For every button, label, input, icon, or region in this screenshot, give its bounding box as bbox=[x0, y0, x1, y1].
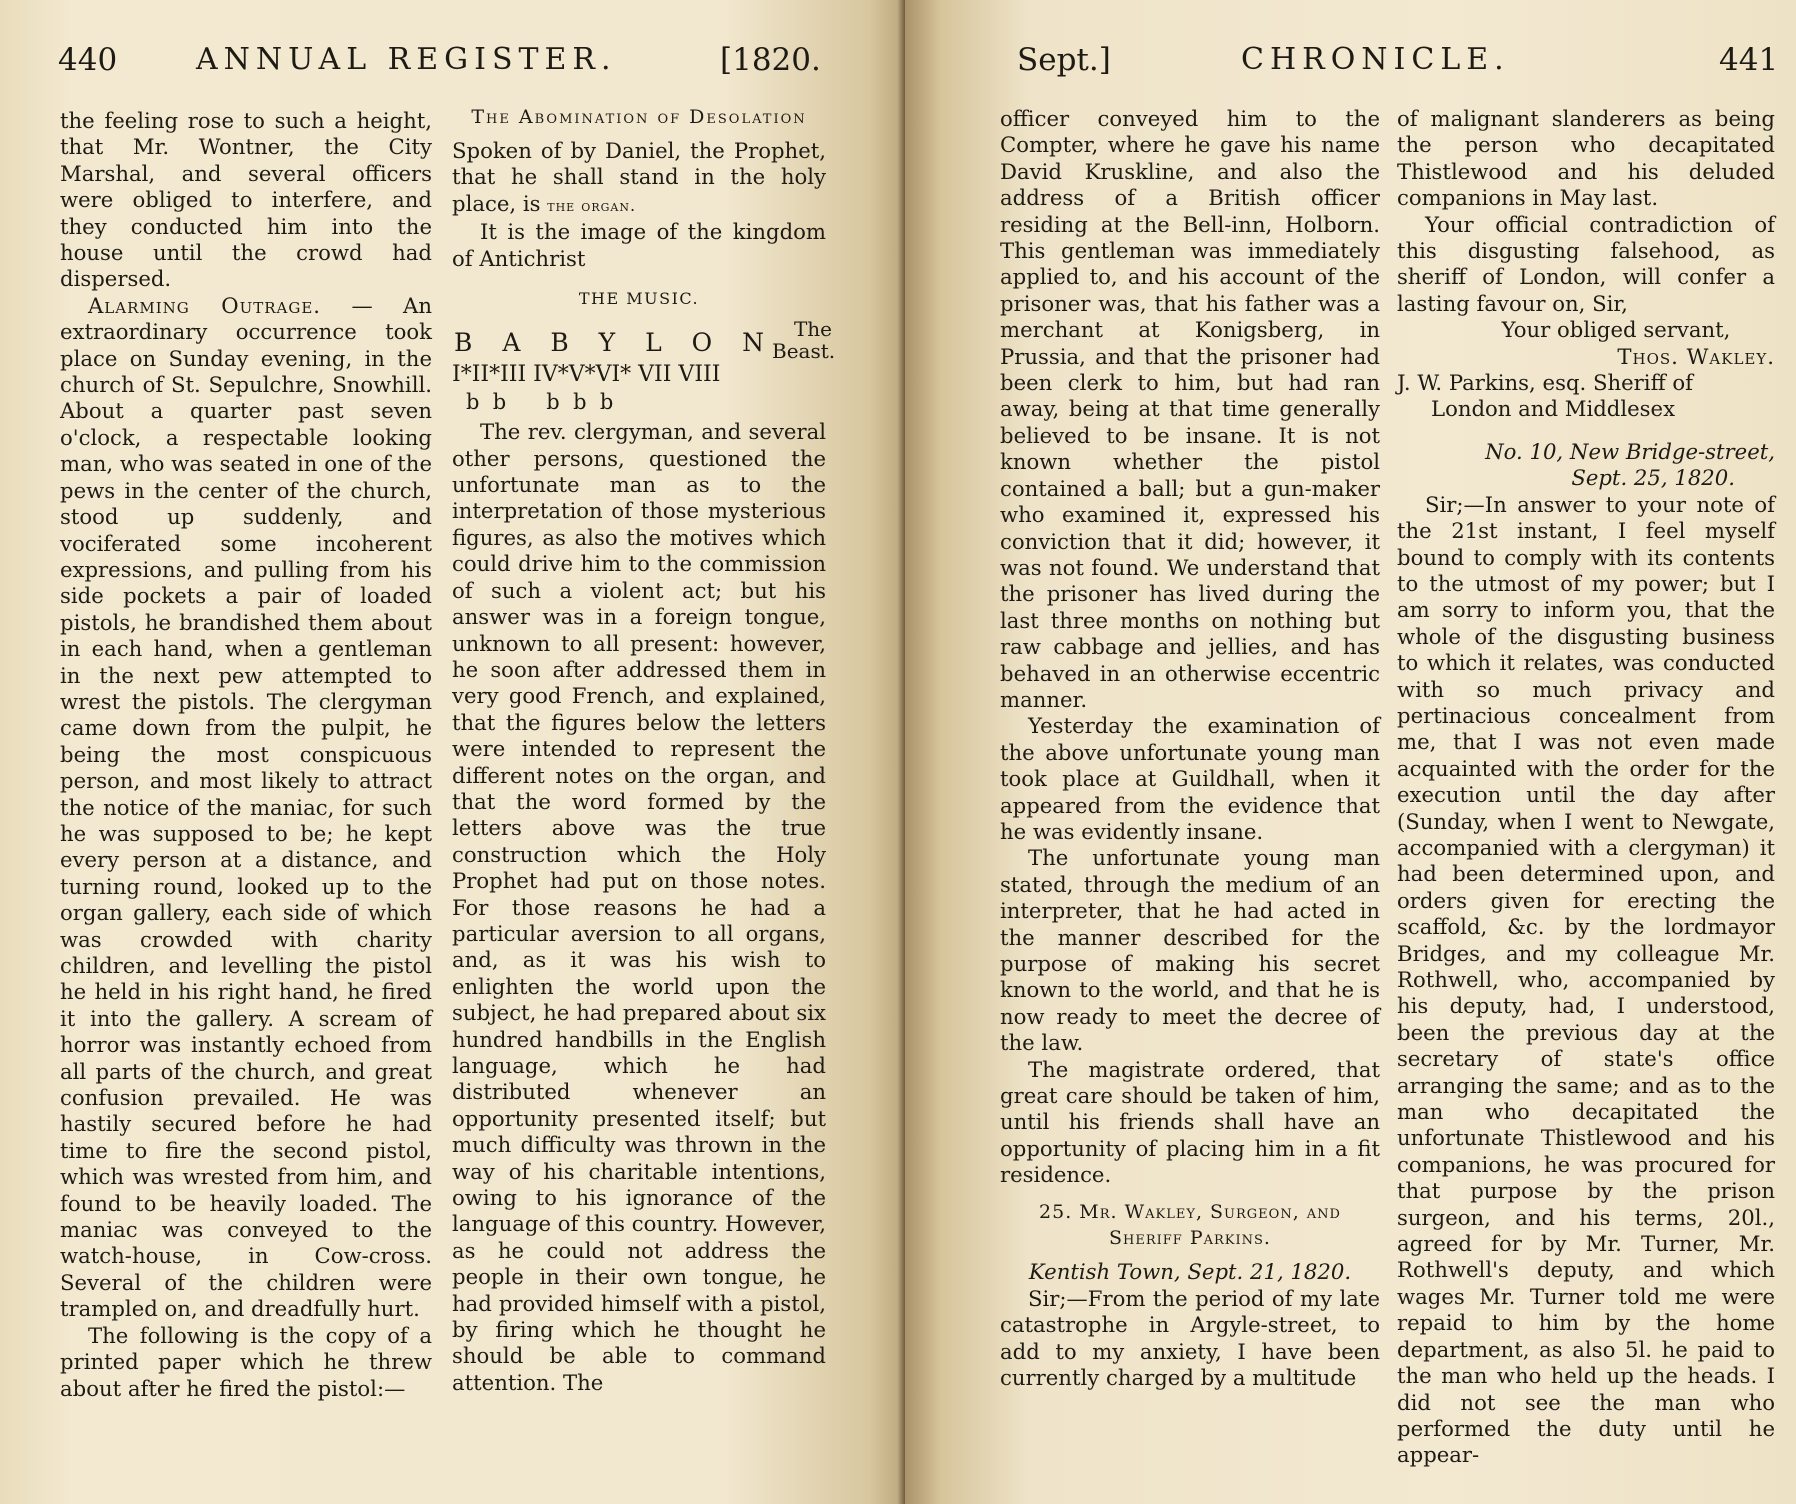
running-title: ANNUAL REGISTER. bbox=[196, 42, 617, 77]
running-title: CHRONICLE. bbox=[1241, 42, 1510, 77]
date-bracket: Sept.] bbox=[1017, 42, 1111, 78]
right-running-head bbox=[905, 42, 1796, 92]
paragraph: the feeling rose to such a height, that Mr. Wontner, the City Marshal, and several officers were obliged to interfere, and they conducted him into the house until the crowd had dispersed. bbox=[60, 108, 432, 292]
signature-name: Thos. Wakley. bbox=[1617, 343, 1775, 369]
babylon-word: B A B Y L O N bbox=[454, 328, 775, 358]
right-column-2 bbox=[1397, 106, 1775, 1469]
paragraph: officer conveyed him to the Compter, where he gave his name David Kruskline, and also the address of a British officer residing at the Bell-inn, Holborn. This gentleman was immediately applied to, and his account of the prisoner was, that his father was a merchant at Konigsberg, in Prussia, and that the prisoner had been clerk to him, but had ran away, being at that time generally believed to be insane. It is not known whether the pistol contained a ball; but a gun-maker who examined it, expressed his conviction that it did; however, it was not found. We understand that the prisoner has lived during the last three months on nothing but raw cabbage and jellies, and has behaved in an otherwise eccentric manner. bbox=[1000, 106, 1380, 712]
babylon-line bbox=[452, 317, 836, 364]
paragraph: The following is the copy of a printed paper which he threw about after he fired the pistol:— bbox=[60, 1322, 432, 1401]
page-number: 441 bbox=[1719, 42, 1779, 78]
paragraph bbox=[452, 138, 826, 219]
page-number: 440 bbox=[58, 42, 118, 78]
section-heading: Alarming Outrage. bbox=[88, 292, 322, 318]
paragraph: It is the image of the kingdom of Antichrist bbox=[452, 219, 826, 271]
flats-line: b b b b b bbox=[466, 389, 614, 414]
closing: Your obliged servant, bbox=[1501, 317, 1731, 343]
beast-label: The Beast. bbox=[772, 317, 836, 364]
left-column-2 bbox=[452, 104, 836, 1396]
year-bracket: [1820. bbox=[720, 42, 821, 78]
left-running-head bbox=[0, 42, 905, 92]
emphasis-caps: the organ. bbox=[547, 195, 637, 215]
paragraph: Your official contradiction of this disgusting falsehood, as sheriff of London, will confer a lasting favour on, Sir, bbox=[1397, 211, 1775, 316]
paragraph: The unfortunate young man stated, through the medium of an interpreter, that he had acted in the manner described for the purpose of making his secret known to the world, and that he is now ready to meet the decree of the law. bbox=[1000, 845, 1380, 1056]
address: No. 10, New Bridge-street, bbox=[1485, 438, 1775, 464]
addressee: J. W. Parkins, esq. Sheriff of bbox=[1397, 370, 1693, 396]
paragraph: of malignant slanderers as being the person who decapitated Thistlewood and his deluded companions in May last. bbox=[1397, 106, 1775, 211]
left-column-1 bbox=[60, 108, 432, 1402]
addressee: London and Middlesex bbox=[1431, 396, 1676, 422]
right-page bbox=[905, 0, 1796, 1504]
paragraph bbox=[60, 293, 432, 1323]
paragraph: Sir;—In answer to your note of the 21st instant, I feel myself bound to comply with its contents to the utmost of my power; but I am sorry to inform you, that the whole of the disgusting business to which it relates, was conducted with so much privacy and pertinacious concealment from me, that I was not even made acquainted with the order for the execution until the day after (Sunday, when I went to Newgate, accompanied with a clergyman) it had been determined upon, and orders given for erecting the scaffold, &c. by the lordmayor Bridges, and my colleague Mr. Rothwell, who, accompanied by his deputy, had, I understood, been the previous day at the secretary of state's office arranging the same; and as to the man who decapitated the unfortunate Thistlewood and his companions, he was procured for that purpose by the prison surgeon, and his terms, 20l., agreed for by Mr. Turner, Mr. Rothwell's deputy, and which wages Mr. Turner told me were repaid to him by the home department, as also 5l. he paid to the man who held up the heads. I did not see the man who performed the duty until he appear- bbox=[1397, 491, 1775, 1468]
music-label: THE MUSIC. bbox=[578, 289, 700, 309]
numeral-line: I*II*III IV*V*VI* VII VIII bbox=[452, 362, 721, 388]
letter-heading: 25. Mr. Wakley, Surgeon, and Sheriff Parkins. bbox=[1039, 1200, 1341, 1250]
dateline: Kentish Town, Sept. 21, 1820. bbox=[1028, 1259, 1352, 1285]
paragraph-text: — An extraordinary occurrence took place on Sunday evening, in the church of St. Sepulchre, Snowhill. About a quarter past seven o'clock, a respectable looking man, who was seated in one of the pews in the center of the church, stood up suddenly, and vociferated some incoherent expressions, and pulling from his side pockets a pair of loaded pistols, he brandished them about in each hand, when a gentleman in the next pew attempted to wrest the pistols. The clergyman came down from the pulpit, he being the most conspicuous person, and most likely to attract the notice of the maniac, for such he was supposed to be; he kept every person at a distance, and turning round, looked up to the organ gallery, each side of which was crowded with charity children, and levelling the pistol he held in his right hand, he fired it into the gallery. A scream of horror was instantly echoed from all parts of the church, and great confusion prevailed. He was hastily secured before he had time to fire the second pistol, which was wrested from him, and found to be heavily loaded. The maniac was conveyed to the watch-house, in Cow-cross. Several of the children were trampled on, and dreadfully hurt. bbox=[60, 292, 432, 1322]
paragraph: Yesterday the examination of the above unfortunate young man took place at Guildhall, when it appeared from the evidence that he was evidently insane. bbox=[1000, 713, 1380, 844]
paragraph: The rev. clergyman, and several other persons, questioned the unfortunate man as to the interpretation of those mysterious figures, as also the motives which could drive him to the commission of such a violent act; but his answer was in a foreign tongue, unknown to all present: however, he soon after addressed them in very good French, and explained, that the figures below the letters were intended to represent the different notes on the organ, and that the word formed by the letters above was the true construction which the Holy Prophet had put on those notes. For those reasons he had a particular aversion to all organs, and, as it was his wish to enlighten the world upon the subject, he had prepared about six hundred handbills in the English language, which he had distributed whenever an opportunity presented itself; but much difficulty was thrown in the way of his charitable intentions, owing to his ignorance of the language of this country. However, as he could not address the people in their own tongue, he had provided himself with a pistol, by firing which he thought he should be able to command attention. The bbox=[452, 419, 826, 1395]
paragraph: Sir;—From the period of my late catastrophe in Argyle-street, to add to my anxiety, I have been currently charged by a multitude bbox=[1000, 1285, 1380, 1391]
section-heading: The Abomination of Desolation bbox=[471, 106, 807, 128]
paragraph-text: Spoken of by Daniel, the Prophet, that he shall stand in the holy place, is bbox=[452, 138, 826, 216]
signature bbox=[1397, 344, 1775, 370]
right-column-1 bbox=[1000, 106, 1380, 1392]
address-date: Sept. 25, 1820. bbox=[1571, 465, 1735, 491]
paragraph: The magistrate ordered, that great care should be taken of him, until his friends shall have an opportunity of placing him in a fit residence. bbox=[1000, 1056, 1380, 1188]
